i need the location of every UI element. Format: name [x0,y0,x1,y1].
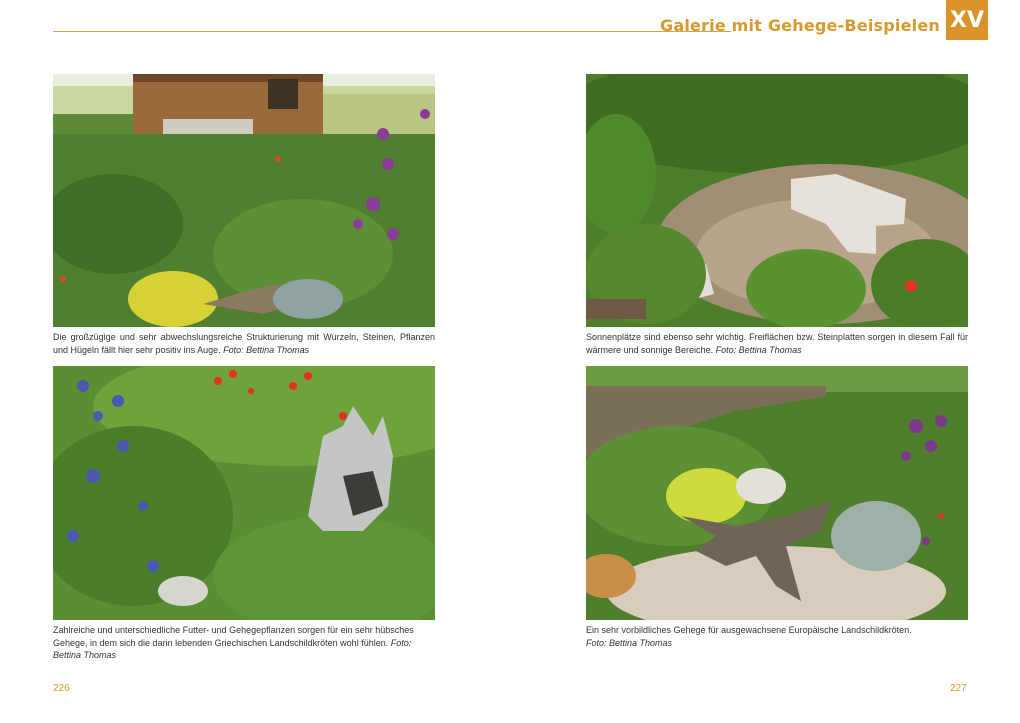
photo-flowering-plants [53,366,435,620]
photo-credit: Foto: Bettina Thomas [586,637,673,648]
page-number-left: 226 [53,683,70,694]
photo-caption-2 [586,331,968,356]
photo-credit: Foto: Bettina Thomas [223,344,310,355]
chapter-title: Galerie mit Gehege-Beispielen [660,16,940,35]
photo-enclosure-roots [586,366,968,620]
photo-credit: Foto: Bettina Thomas [53,637,412,660]
caption-text: Die großzügige und sehr abwechslungsreiche Strukturierung mit Wurzeln, Steinen, Pflanzen und Hügeln fällt hier sehr positiv ins Auge. [53,332,435,355]
caption-text: Sonnenplätze sind ebenso sehr wichtig. Freiflächen bzw. Steinplatten sorgen in diesem Fall für wärmere und sonnige Bereiche. [586,332,968,355]
photo-sun-stones [586,74,968,327]
caption-text: Zahlreiche und unterschiedliche Futter- und Gehegepflanzen sorgen für ein sehr hübsches Gehege, in dem sich die darin lebenden Griechischen Landschildkröten wohl fühlen. [53,625,414,648]
header-rule [53,31,731,32]
chapter-number-badge: XV [946,0,988,40]
page-number-right: 227 [950,683,967,694]
photo-caption-1 [53,331,435,356]
photo-credit: Foto: Bettina Thomas [715,344,802,355]
photo-caption-3 [53,624,435,662]
caption-text: Ein sehr vorbildliches Gehege für ausgewachsene Europäische Landschildkröten. [586,625,912,635]
photo-enclosure-shed [53,74,435,327]
photo-caption-4 [586,624,968,649]
